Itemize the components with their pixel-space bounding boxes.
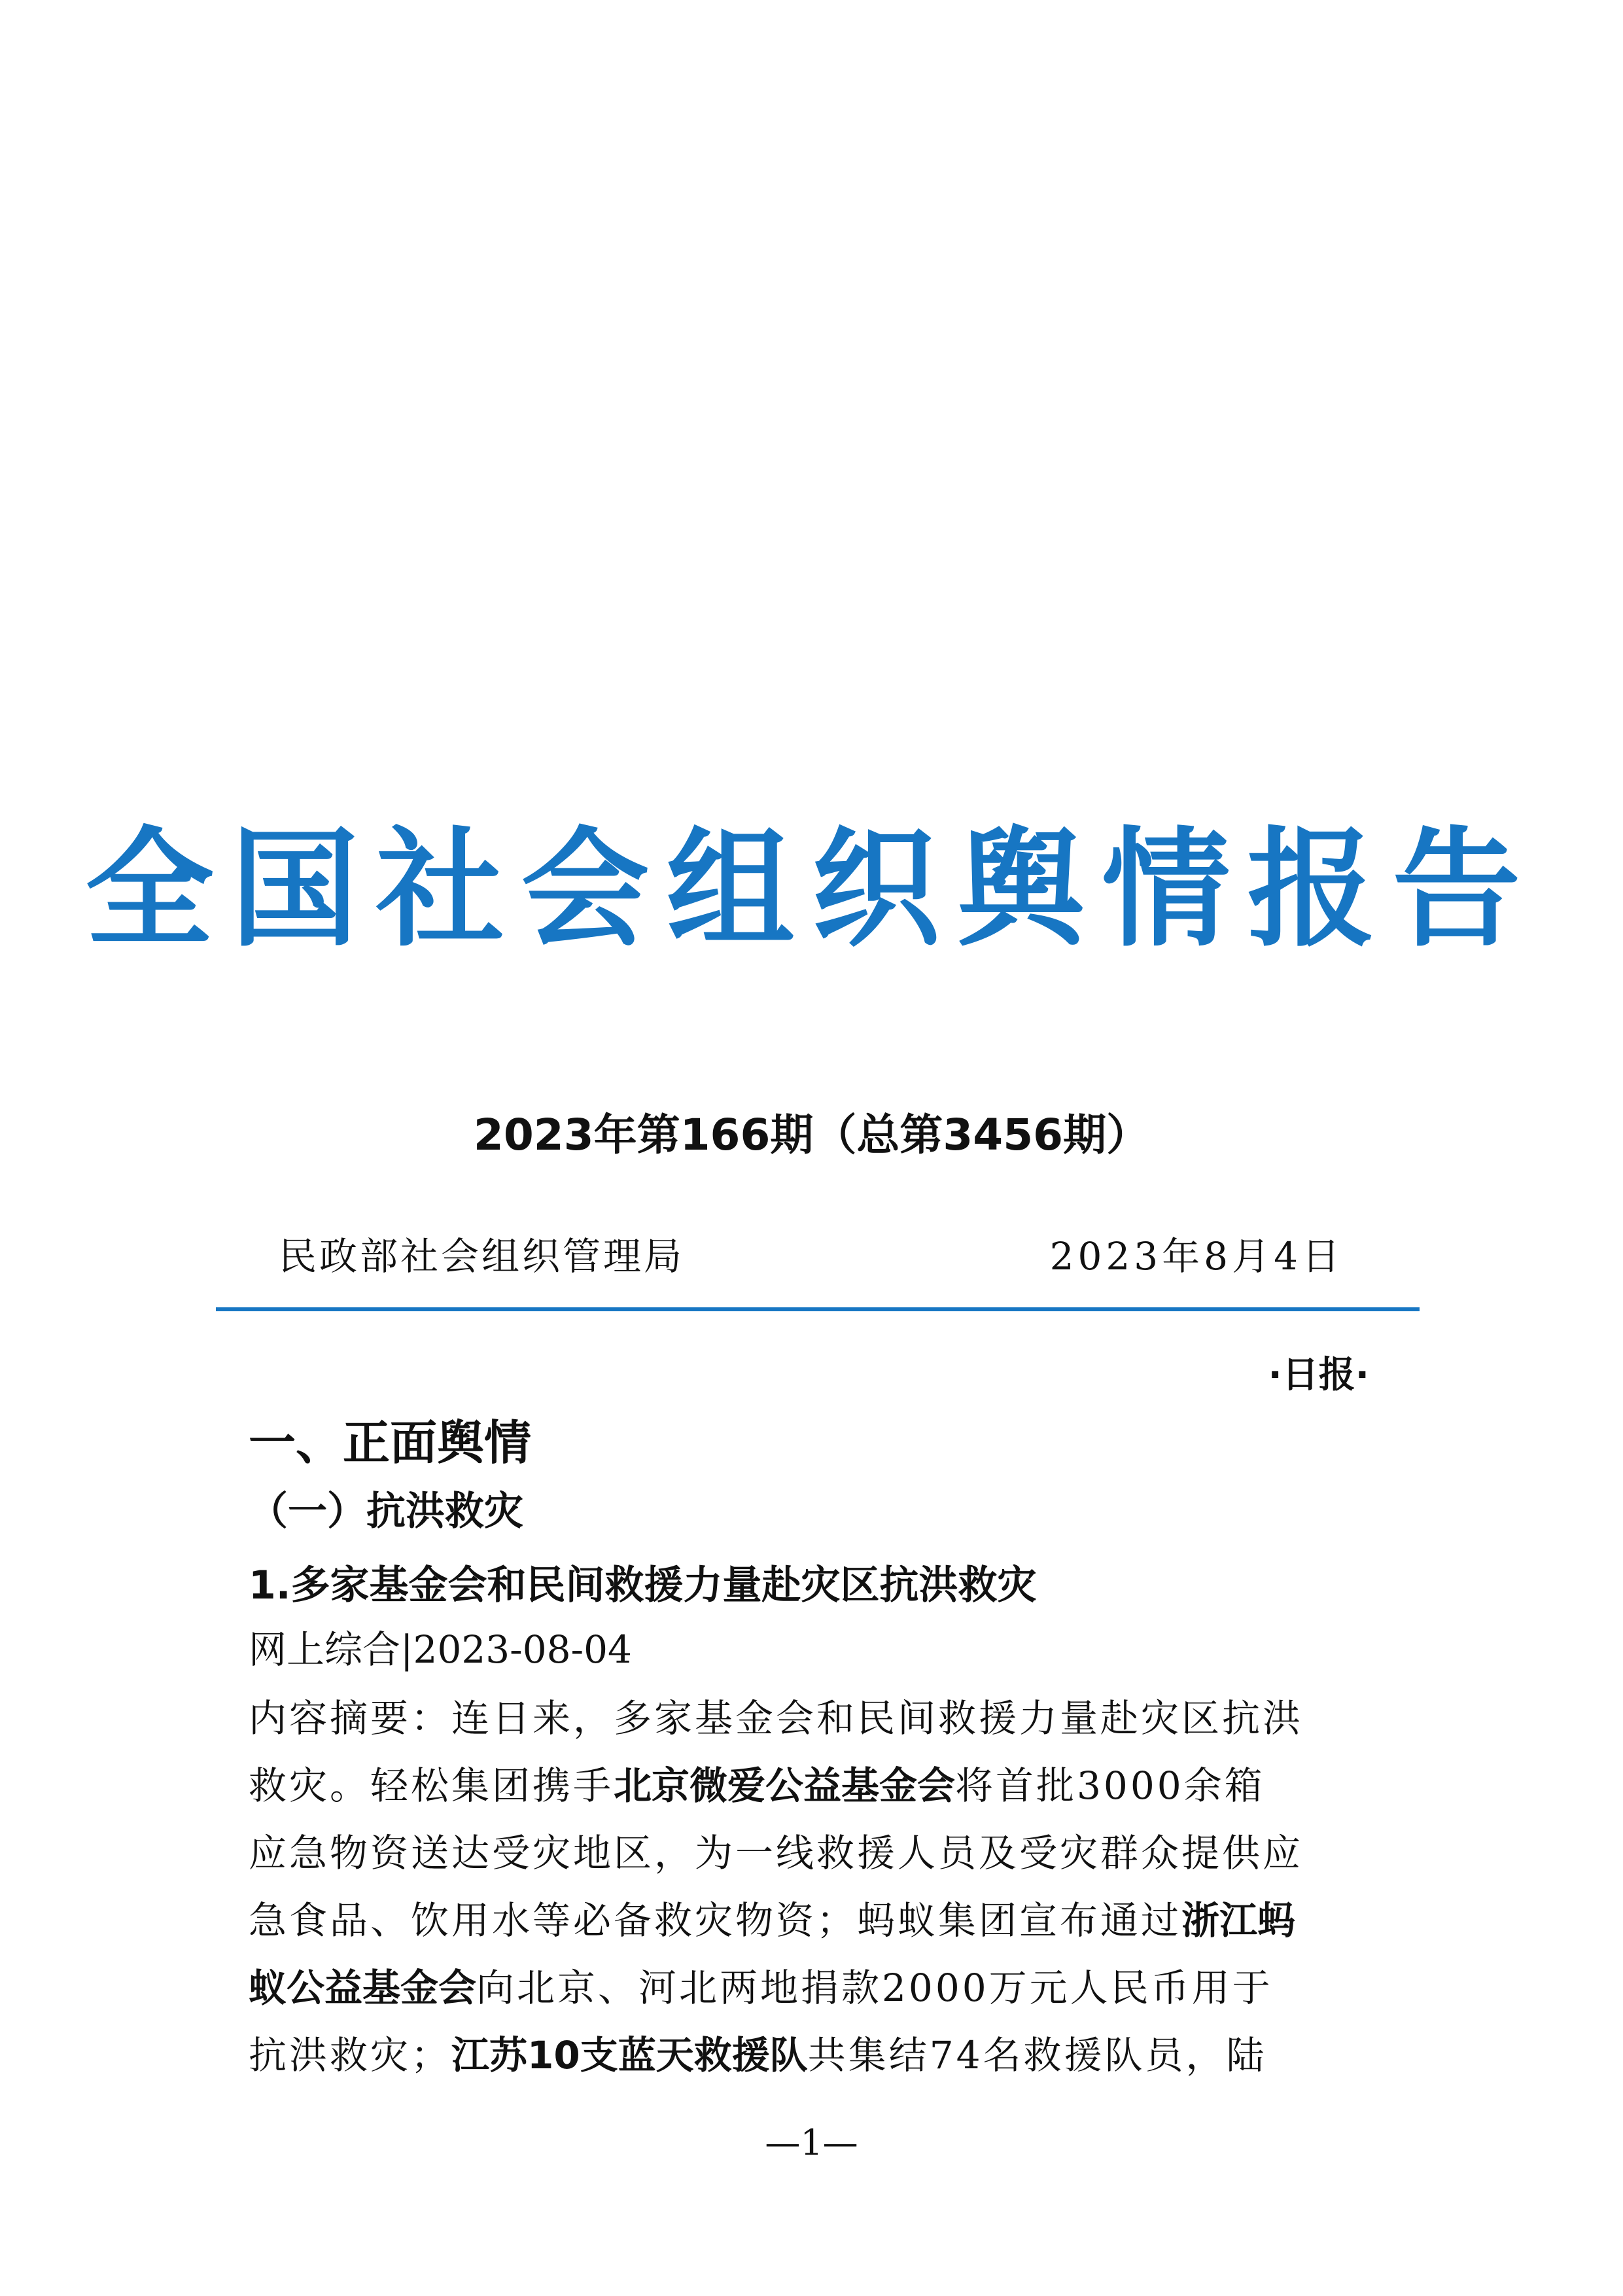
publisher: 民政部社会组织管理局 xyxy=(279,1234,685,1279)
article-source: 网上综合|2023-08-04 xyxy=(249,1627,632,1672)
article-body-line xyxy=(249,1685,1387,1752)
body-text: 应急物资送达受灾地区，为一线救援人员及受灾群众提供应 xyxy=(249,1831,1304,1875)
section-heading: 一、正面舆情 xyxy=(249,1415,532,1470)
body-text: 将首批3000余箱 xyxy=(955,1763,1265,1808)
header-divider xyxy=(216,1307,1420,1311)
article-body-line xyxy=(249,1752,1387,1820)
organization-name: 北京微爱公益基金会 xyxy=(614,1763,956,1808)
article-body-line xyxy=(249,2022,1387,2089)
body-text: 向北京、河北两地捐款2000万元人民币用于 xyxy=(476,1966,1273,2010)
report-type-label: ·日报· xyxy=(1268,1354,1369,1396)
body-text: 抗洪救灾； xyxy=(249,2033,452,2077)
body-text: 内容摘要：连日来，多家基金会和民间救援力量赴灾区抗洪 xyxy=(249,1696,1304,1740)
body-text: 共集结74名救援队员，陆 xyxy=(807,2033,1267,2077)
body-text: 救灾。轻松集团携手 xyxy=(249,1763,614,1808)
subsection-heading: （一）抗洪救灾 xyxy=(249,1489,523,1534)
article-body xyxy=(249,1685,1387,2089)
organization-name: 蚁公益基金会 xyxy=(249,1966,477,2010)
page-number: —1— xyxy=(765,2122,858,2163)
organization-name: 浙江蚂 xyxy=(1181,1898,1296,1943)
organization-name: 江苏10支蓝天救援队 xyxy=(451,2033,808,2077)
body-text: 急食品、饮用水等必备救灾物资；蚂蚁集团宣布通过 xyxy=(249,1898,1182,1943)
report-title: 全国社会组织舆情报告 xyxy=(85,815,1538,964)
article-body-line xyxy=(249,1887,1387,1954)
article-body-line xyxy=(249,1954,1387,2022)
article-body-line xyxy=(249,1820,1387,1887)
article-title: 1.多家基金会和民间救援力量赴灾区抗洪救灾 xyxy=(249,1563,1037,1608)
publication-date: 2023年8月4日 xyxy=(1049,1234,1344,1279)
publication-meta xyxy=(216,1230,1406,1302)
issue-number: 2023年第166期（总第3456期） xyxy=(473,1110,1150,1160)
